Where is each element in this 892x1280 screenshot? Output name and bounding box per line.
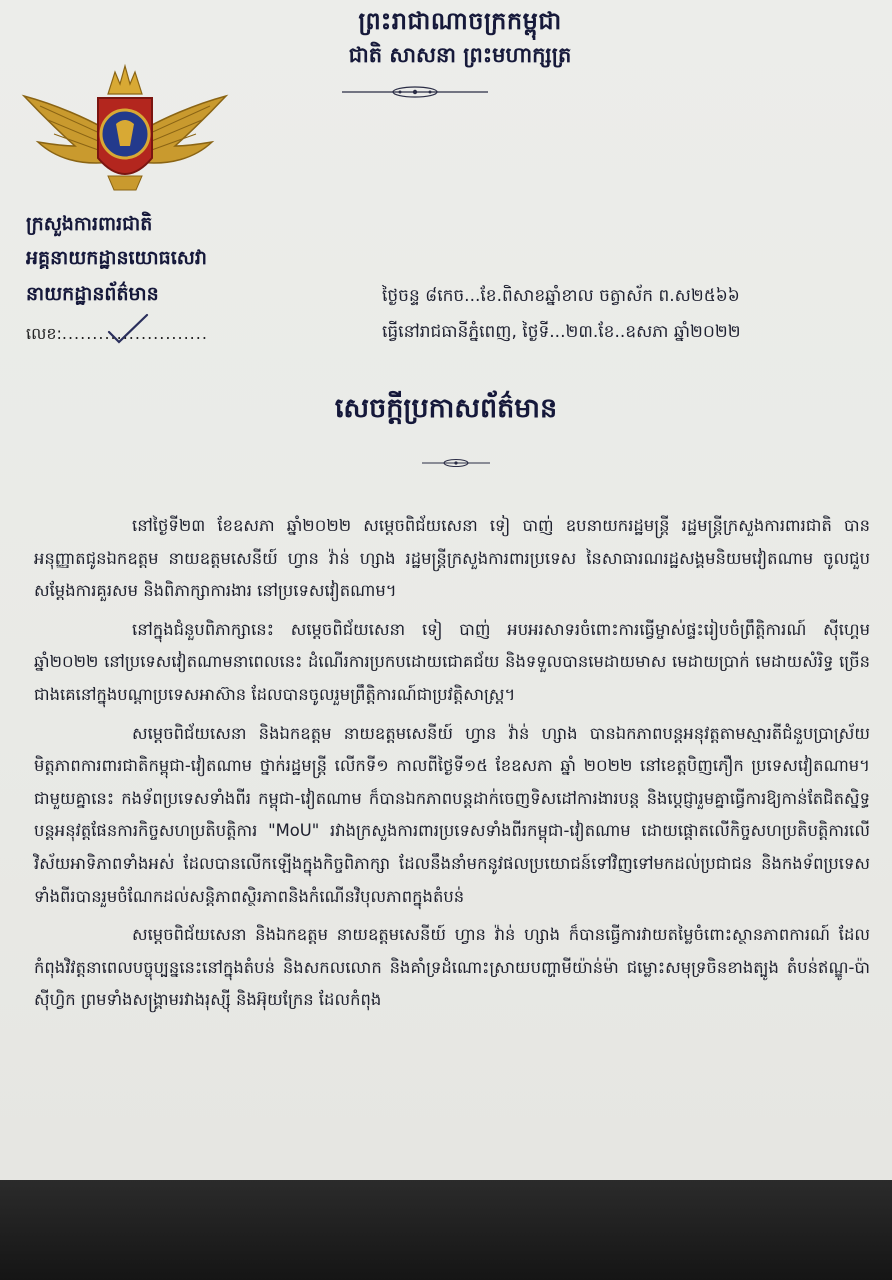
national-motto: ជាតិ សាសនា ព្រះមហាក្សត្រ <box>348 43 572 67</box>
title-ornament <box>420 455 492 471</box>
paragraph-3: សម្តេចពិជ័យសេនា និងឯកឧត្តម នាយឧត្តមសេនីយ៍ ហ្វាន វ៉ាន់ ហ្សាង បានឯកភាពបន្តអនុវត្តតាមស្មារតីជំនួបប្រាស្រ័យមិត្តភាពការពារជាតិកម្ពុជា-វៀតណាម ថ្នាក់រដ្ឋមន្ត្រី លើកទី១ កាលពីថ្ងៃទី១៥ ខែឧសភា ឆ្នាំ ២០២២ នៅខេត្តបិញភឿក ប្រទេសវៀតណាម។ ជាមួយគ្នានេះ កងទ័ពប្រទេសទាំងពីរ កម្ពុជា-វៀតណាម ក៏បានឯកភាពបន្តដាក់ចេញទិសដៅការងារបន្ត និងប្តេជ្ញារួមគ្នាធ្វើការឱ្យកាន់តែជិតស្និទ្ធ បន្តអនុវត្តផែនការកិច្ចសហប្រតិបត្តិការ "MoU" រវាងក្រសួងការពារប្រទេសទាំងពីរកម្ពុជា-វៀតណាម ដោយផ្តោតលើកិច្ចសហប្រតិបត្តិការលើវិស័យអាទិភាពទាំងអស់ ដែលបានលើកឡើងក្នុងកិច្ចពិភាក្សា ដែលនឹងនាំមកនូវផលប្រយោជន៍ទៅវិញទៅមកដល់ប្រជាជន និងកងទ័ពប្រទេសទាំងពីរបានរួមចំណែកដល់សន្តិភាពស្ថិរភាពនិងកំណើនវិបុលភាពក្នុងតំបន់ <box>34 723 870 906</box>
photo-background-strip <box>0 1180 892 1280</box>
issue-place-date: ធ្វើនៅរាជធានីភ្នំពេញ, ថ្ងៃទី...២៣.ខែ..ឧសភា ឆ្នាំ២០២២ <box>382 322 741 342</box>
kingdom-heading: ព្រះរាជាណាចក្រកម្ពុជា <box>358 7 562 35</box>
document-title: សេចក្តីប្រកាសព័ត៌មាន <box>334 393 558 424</box>
lunar-date: ថ្ងៃចន្ទ ៨កេច...ខែ.ពិសាខឆ្នាំខាល ចត្វាស័ក ព.ស២៥៦៦ <box>382 286 740 306</box>
reference-label: លេខ: <box>26 324 62 343</box>
press-release-body <box>34 510 870 1023</box>
motto-ornament <box>340 82 490 102</box>
checkmark-icon <box>105 312 151 346</box>
paragraph-1: នៅថ្ងៃទី២៣ ខែឧសភា ឆ្នាំ២០២២ សម្តេចពិជ័យសេនា ទៀ បាញ់ ឧបនាយករដ្ឋមន្ត្រី រដ្ឋមន្ត្រីក្រសួងការពារជាតិ បានអនុញ្ញាតជូនឯកឧត្តម នាយឧត្តមសេនីយ៍ ហ្វាន វ៉ាន់ ហ្សាង រដ្ឋមន្ត្រីក្រសួងការពារប្រទេស នៃសាធារណរដ្ឋសង្គមនិយមវៀតណាម ចូលជួបសម្តែងការគួរសម និងពិភាក្សាការងារ នៅប្រទេសវៀតណាម។ <box>34 516 870 601</box>
paragraph-2: នៅក្នុងជំនួបពិភាក្សានេះ សម្តេចពិជ័យសេនា ទៀ បាញ់ អបអរសាទរចំពោះការធ្វើម្ចាស់ផ្ទះរៀបចំព្រឹត្តិការណ៍ ស៊ីហ្គេម ឆ្នាំ២០២២ នៅប្រទេសវៀតណាមនាពេលនេះ ដំណើរការប្រកបដោយជោគជ័យ និងទទួលបានមេដាយមាស មេដាយប្រាក់ មេដាយសំរិទ្ធ ច្រើនជាងគេនៅក្នុងបណ្តាប្រទេសអាស៊ាន ដែលបានចូលរួមព្រឹត្តិការណ៍ជាប្រវត្តិសាស្ត្រ។ <box>34 619 870 704</box>
department-name: នាយកដ្ឋានព័ត៌មាន <box>26 283 159 305</box>
reference-dots: ........................ <box>61 324 208 343</box>
ministry-emblem-icon <box>20 58 230 208</box>
directorate-name: អគ្គនាយកដ្ឋានយោធសេវា <box>26 247 207 269</box>
paragraph-4: សម្តេចពិជ័យសេនា និងឯកឧត្តម នាយឧត្តមសេនីយ៍ ហ្វាន វ៉ាន់ ហ្សាង ក៏បានធ្វើការវាយតម្លៃចំពោះស្ថានភាពការណ៍ ដែលកំពុងវិវត្តនាពេលបច្ចុប្បន្ននេះនៅក្នុងតំបន់ និងសកលលោក និងគាំទ្រដំណោះស្រាយបញ្ហាមីយ៉ាន់ម៉ា ជម្លោះសមុទ្រចិនខាងត្បូង តំបន់ឥណ្ឌូ-ប៉ាស៊ីហ្វិក ព្រមទាំងសង្គ្រាមរវាងរុស្ស៊ី និងអ៊ុយក្រែន ដែលកំពុង <box>34 925 870 1010</box>
ministry-name: ក្រសួងការពារជាតិ <box>26 213 153 235</box>
